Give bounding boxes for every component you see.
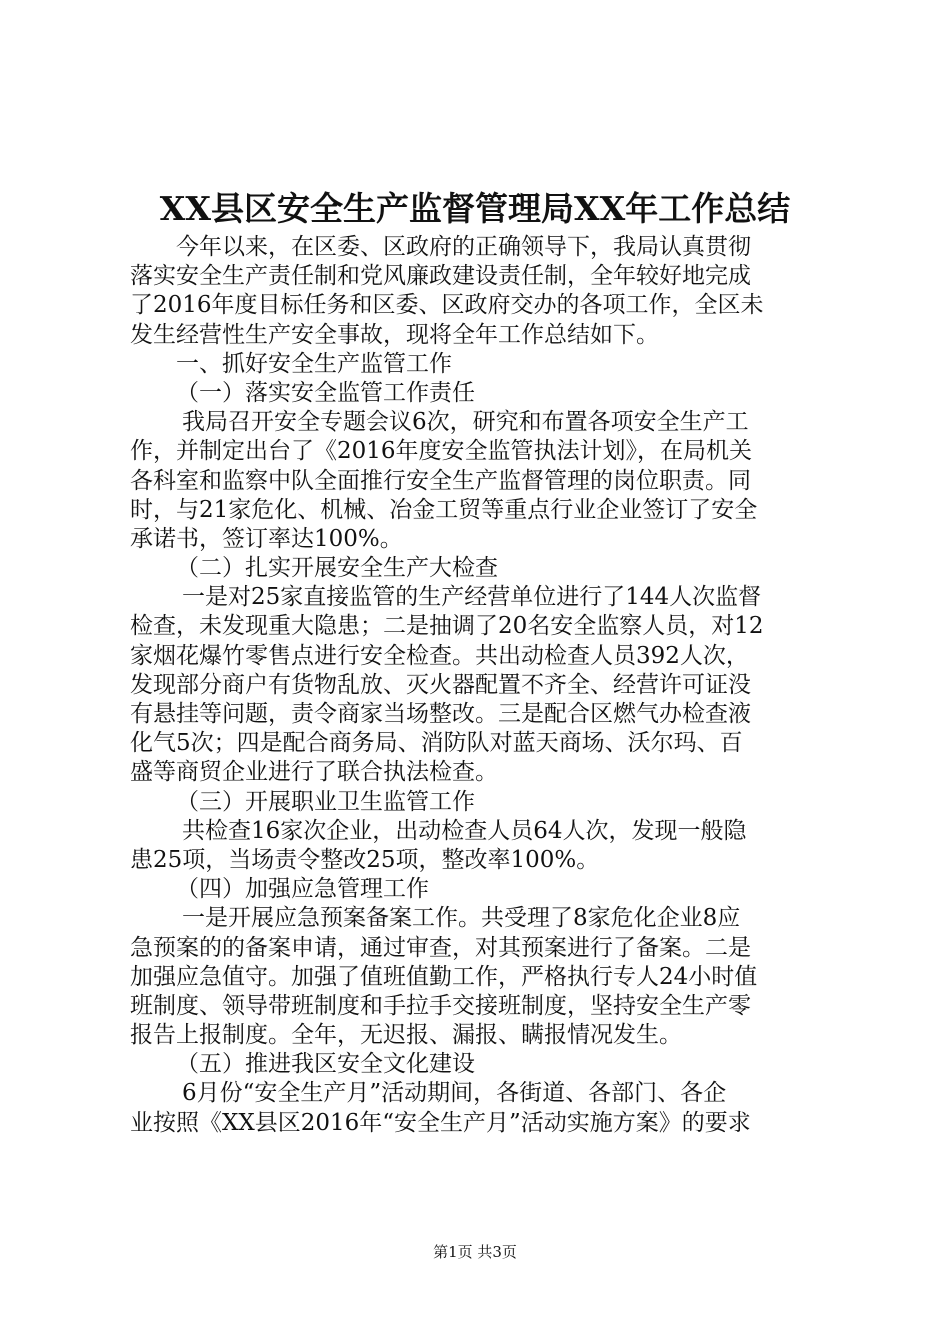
text-line: 时，与21家危化、机械、冶金工贸等重点行业企业签订了安全	[130, 496, 758, 523]
text-line: 发现部分商户有货物乱放、灭火器配置不齐全、经营许可证没	[130, 671, 751, 698]
text-line: 报告上报制度。全年，无迟报、漏报、瞒报情况发生。	[130, 1022, 682, 1049]
text-line: 盛等商贸企业进行了联合执法检查。	[130, 759, 498, 786]
text-line: 作，并制定出台了《2016年度安全监管执法计划》，在局机关	[130, 438, 753, 465]
text-line: 检查，未发现重大隐患；二是抽调了20名安全监察人员，对12	[130, 613, 764, 640]
text-line: 各科室和监察中队全面推行安全生产监督管理的岗位职责。同	[130, 467, 751, 494]
text-line: 今年以来，在区委、区政府的正确领导下，我局认真贯彻	[176, 234, 751, 260]
text-line: （四）加强应急管理工作	[176, 876, 429, 903]
text-line: 有悬挂等问题，责令商家当场整改。三是配合区燃气办检查液	[130, 701, 751, 727]
text-line: 业按照《XX县区2016年“安全生产月”活动实施方案》的要求	[130, 1109, 751, 1136]
text-line: 承诺书，签订率达100%。	[130, 525, 403, 552]
text-line: 共检查16家次企业，出动检查人员64人次，发现一般隐	[182, 817, 747, 844]
text-line: （二）扎实开展安全生产大检查	[176, 555, 498, 582]
text-line: 我局召开安全专题会议6次，研究和布置各项安全生产工	[182, 409, 749, 436]
text-line: 患25项，当场责令整改25项，整改率100%。	[130, 846, 600, 873]
text-line: （一）落实安全监管工作责任	[176, 379, 475, 406]
text-line: 家烟花爆竹零售点进行安全检查。共出动检查人员392人次，	[130, 642, 749, 669]
text-line: 班制度、领导带班制度和手拉手交接班制度，坚持安全生产零	[130, 992, 751, 1019]
text-line: 落实安全生产责任制和党风廉政建设责任制，全年较好地完成	[130, 263, 751, 290]
document-body	[130, 233, 830, 1138]
document-title: XX县区安全生产监督管理局XX年工作总结	[159, 189, 791, 228]
text-line: 化气5次；四是配合商务局、消防队对蓝天商场、沃尔玛、百	[130, 730, 743, 757]
text-line: 一、抓好安全生产监管工作	[176, 350, 452, 377]
text-line: 发生经营性生产安全事故，现将全年工作总结如下。	[130, 321, 659, 348]
text-line: 了2016年度目标任务和区委、区政府交办的各项工作，全区未	[130, 292, 764, 319]
text-line: 急预案的的备案申请，通过审查，对其预案进行了备案。二是	[130, 934, 751, 961]
text-line: 一是开展应急预案备案工作。共受理了8家危化企业8应	[182, 905, 741, 932]
page-footer: 第1页 共3页	[433, 1243, 517, 1261]
text-line: 加强应急值守。加强了值班值勤工作，严格执行专人24小时值	[130, 963, 758, 990]
text-line: 6月份“安全生产月”活动期间，各街道、各部门、各企	[182, 1080, 727, 1107]
text-line: （三）开展职业卫生监管工作	[176, 788, 475, 815]
text-line: （五）推进我区安全文化建设	[176, 1051, 475, 1078]
text-line: 一是对25家直接监管的生产经营单位进行了144人次监督	[182, 584, 762, 611]
